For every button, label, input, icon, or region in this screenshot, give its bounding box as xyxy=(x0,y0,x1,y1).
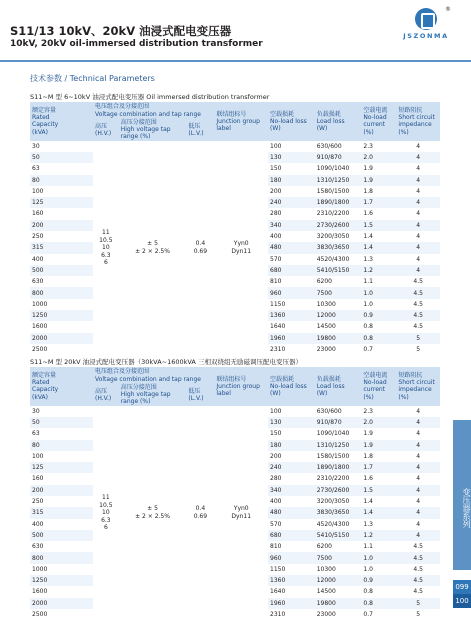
col-header-voltage-combination: 电压组合及分接范围 Voltage combination and tap range xyxy=(93,102,214,119)
cell-tap: ± 5 ± 2 × 2.5% xyxy=(119,406,187,621)
col-header-impedance: 短路阻抗 Short circuit impedance (%) xyxy=(396,102,440,141)
cell-capacity: 630 xyxy=(30,276,93,287)
cell-loadloss: 6200 xyxy=(315,541,362,552)
cell-loadloss: 910/870 xyxy=(315,152,362,163)
cell-capacity: 2500 xyxy=(30,344,93,355)
page-title-en: 10kV, 20kV oil-immersed distribution transformer xyxy=(10,39,263,49)
cell-capacity: 80 xyxy=(30,175,93,186)
cell-loadloss: 3200/3050 xyxy=(315,496,362,507)
cell-loadloss: 5410/5150 xyxy=(315,530,362,541)
cell-loadloss: 3830/3650 xyxy=(315,242,362,253)
col-header-noload: 空载损耗 No-load loss (W) xyxy=(268,367,315,406)
cell-noload: 1960 xyxy=(268,598,315,609)
cell-impedance: 5 xyxy=(396,609,440,620)
registered-mark: ® xyxy=(445,6,451,13)
cell-current: 0.9 xyxy=(361,575,396,586)
cell-loadloss: 12000 xyxy=(315,575,362,586)
page-numbers xyxy=(453,580,471,608)
cell-group: Yyn0 Dyn11 xyxy=(214,406,268,621)
cell-impedance: 4 xyxy=(396,473,440,484)
cell-noload: 280 xyxy=(268,208,315,219)
cell-noload: 1640 xyxy=(268,321,315,332)
cell-impedance: 4.5 xyxy=(396,575,440,586)
cell-current: 1.9 xyxy=(361,428,396,439)
cell-capacity: 50 xyxy=(30,152,93,163)
cell-impedance: 4 xyxy=(396,197,440,208)
col-header-hv: 高压 (H.V.) xyxy=(93,119,119,141)
cell-noload: 130 xyxy=(268,152,315,163)
cell-noload: 480 xyxy=(268,242,315,253)
cell-impedance: 4.5 xyxy=(396,310,440,321)
cell-capacity: 2000 xyxy=(30,598,93,609)
cell-noload: 570 xyxy=(268,254,315,265)
cell-noload: 1360 xyxy=(268,310,315,321)
cell-noload: 1960 xyxy=(268,333,315,344)
cell-capacity: 30 xyxy=(30,141,93,152)
cell-impedance: 4 xyxy=(396,231,440,242)
col-header-lv: 低压 (L.V.) xyxy=(186,384,214,406)
cell-loadloss: 5410/5150 xyxy=(315,265,362,276)
cell-capacity: 80 xyxy=(30,440,93,451)
col-header-impedance: 短路阻抗 Short circuit impedance (%) xyxy=(396,367,440,406)
parameters-table-1 xyxy=(30,102,440,355)
cell-current: 1.3 xyxy=(361,519,396,530)
cell-current: 0.8 xyxy=(361,321,396,332)
cell-current: 1.1 xyxy=(361,276,396,287)
cell-impedance: 5 xyxy=(396,598,440,609)
cell-impedance: 4 xyxy=(396,208,440,219)
cell-loadloss: 14500 xyxy=(315,586,362,597)
cell-loadloss: 1580/1500 xyxy=(315,451,362,462)
cell-impedance: 4.5 xyxy=(396,586,440,597)
col-header-capacity: 额定容量 Rated Capacity (kVA) xyxy=(30,102,93,141)
cell-noload: 240 xyxy=(268,197,315,208)
cell-current: 1.2 xyxy=(361,530,396,541)
cell-impedance: 4 xyxy=(396,254,440,265)
cell-noload: 570 xyxy=(268,519,315,530)
cell-loadloss: 1310/1250 xyxy=(315,175,362,186)
cell-loadloss: 630/600 xyxy=(315,406,362,417)
cell-noload: 340 xyxy=(268,485,315,496)
cell-tap: ± 5 ± 2 × 2.5% xyxy=(119,141,187,356)
cell-current: 1.7 xyxy=(361,462,396,473)
cell-current: 2.0 xyxy=(361,417,396,428)
cell-current: 1.0 xyxy=(361,552,396,563)
cell-noload: 1150 xyxy=(268,564,315,575)
cell-noload: 180 xyxy=(268,175,315,186)
cell-capacity: 500 xyxy=(30,530,93,541)
cell-capacity: 1250 xyxy=(30,310,93,321)
cell-capacity: 250 xyxy=(30,231,93,242)
cell-current: 0.8 xyxy=(361,586,396,597)
cell-lv: 0.4 0.69 xyxy=(186,141,214,356)
col-header-current: 空载电流 No-load current (%) xyxy=(361,367,396,406)
cell-current: 1.6 xyxy=(361,473,396,484)
cell-impedance: 4 xyxy=(396,163,440,174)
cell-noload: 240 xyxy=(268,462,315,473)
cell-current: 1.5 xyxy=(361,485,396,496)
cell-capacity: 200 xyxy=(30,485,93,496)
cell-current: 1.2 xyxy=(361,265,396,276)
page-title-cn: S11/13 10kV、20kV 油浸式配电变压器 xyxy=(10,24,232,38)
cell-capacity: 1000 xyxy=(30,299,93,310)
cell-current: 1.7 xyxy=(361,197,396,208)
cell-noload: 810 xyxy=(268,276,315,287)
cell-noload: 150 xyxy=(268,428,315,439)
cell-loadloss: 2730/2600 xyxy=(315,485,362,496)
cell-current: 2.3 xyxy=(361,141,396,152)
cell-loadloss: 7500 xyxy=(315,287,362,298)
page-number-left: 099 xyxy=(455,583,469,591)
cell-noload: 2310 xyxy=(268,609,315,620)
cell-impedance: 4.5 xyxy=(396,552,440,563)
cell-current: 0.8 xyxy=(361,598,396,609)
cell-noload: 200 xyxy=(268,186,315,197)
cell-impedance: 4 xyxy=(396,406,440,417)
cell-noload: 200 xyxy=(268,451,315,462)
cell-impedance: 4 xyxy=(396,152,440,163)
cell-noload: 180 xyxy=(268,440,315,451)
cell-capacity: 125 xyxy=(30,462,93,473)
cell-impedance: 4.5 xyxy=(396,564,440,575)
cell-impedance: 4 xyxy=(396,242,440,253)
cell-loadloss: 4520/4300 xyxy=(315,254,362,265)
cell-loadloss: 19800 xyxy=(315,333,362,344)
cell-loadloss: 1310/1250 xyxy=(315,440,362,451)
table-row xyxy=(30,141,440,152)
cell-capacity: 1250 xyxy=(30,575,93,586)
col-header-lv: 低压 (L.V.) xyxy=(186,119,214,141)
cell-impedance: 4.5 xyxy=(396,276,440,287)
cell-noload: 680 xyxy=(268,530,315,541)
col-header-noload: 空载损耗 No-load loss (W) xyxy=(268,102,315,141)
cell-capacity: 630 xyxy=(30,541,93,552)
cell-capacity: 2000 xyxy=(30,333,93,344)
cell-impedance: 4 xyxy=(396,451,440,462)
cell-loadloss: 1090/1040 xyxy=(315,163,362,174)
cell-current: 1.0 xyxy=(361,299,396,310)
cell-current: 1.8 xyxy=(361,451,396,462)
cell-impedance: 4 xyxy=(396,519,440,530)
col-header-capacity: 额定容量 Rated Capacity (kVA) xyxy=(30,367,93,406)
cell-noload: 150 xyxy=(268,163,315,174)
col-header-hv: 高压 (H.V.) xyxy=(93,384,119,406)
cell-impedance: 4 xyxy=(396,141,440,152)
cell-capacity: 30 xyxy=(30,406,93,417)
col-header-group: 联结组标号 Junction group label xyxy=(214,367,268,406)
cell-loadloss: 3830/3650 xyxy=(315,507,362,518)
cell-noload: 960 xyxy=(268,287,315,298)
cell-loadloss: 1580/1500 xyxy=(315,186,362,197)
cell-impedance: 4 xyxy=(396,175,440,186)
col-header-loadloss: 负载损耗 Load loss (W) xyxy=(315,367,362,406)
col-header-group: 联结组标号 Junction group label xyxy=(214,102,268,141)
cell-loadloss: 4520/4300 xyxy=(315,519,362,530)
cell-impedance: 4 xyxy=(396,428,440,439)
cell-loadloss: 10300 xyxy=(315,564,362,575)
cell-current: 0.7 xyxy=(361,344,396,355)
cell-lv: 0.4 0.69 xyxy=(186,406,214,621)
cell-loadloss: 12000 xyxy=(315,310,362,321)
cell-loadloss: 910/870 xyxy=(315,417,362,428)
cell-current: 1.0 xyxy=(361,564,396,575)
cell-loadloss: 2310/2200 xyxy=(315,208,362,219)
cell-impedance: 4.5 xyxy=(396,541,440,552)
cell-capacity: 500 xyxy=(30,265,93,276)
cell-impedance: 4 xyxy=(396,507,440,518)
cell-noload: 2310 xyxy=(268,344,315,355)
cell-group: Yyn0 Dyn11 xyxy=(214,141,268,356)
cell-hv: 11 10.5 10 6.3 6 xyxy=(93,406,119,621)
cell-capacity: 100 xyxy=(30,451,93,462)
cell-loadloss: 1890/1800 xyxy=(315,462,362,473)
cell-noload: 480 xyxy=(268,507,315,518)
cell-noload: 810 xyxy=(268,541,315,552)
cell-capacity: 2500 xyxy=(30,609,93,620)
cell-impedance: 4 xyxy=(396,417,440,428)
page-header xyxy=(10,24,263,50)
cell-noload: 400 xyxy=(268,496,315,507)
cell-impedance: 4 xyxy=(396,440,440,451)
col-header-tap: 高压分接范围 High voltage tap range (%) xyxy=(119,384,187,406)
cell-capacity: 800 xyxy=(30,287,93,298)
cell-noload: 100 xyxy=(268,406,315,417)
cell-noload: 100 xyxy=(268,141,315,152)
cell-impedance: 4 xyxy=(396,496,440,507)
cell-noload: 960 xyxy=(268,552,315,563)
cell-impedance: 5 xyxy=(396,344,440,355)
side-tab-transformer-series[interactable]: 变压器系列 xyxy=(453,420,471,570)
page-number-right: 100 xyxy=(453,594,471,608)
cell-current: 0.7 xyxy=(361,609,396,620)
cell-noload: 680 xyxy=(268,265,315,276)
cell-loadloss: 23000 xyxy=(315,609,362,620)
cell-current: 1.9 xyxy=(361,175,396,186)
cell-noload: 1150 xyxy=(268,299,315,310)
cell-capacity: 1600 xyxy=(30,321,93,332)
cell-capacity: 50 xyxy=(30,417,93,428)
cell-capacity: 800 xyxy=(30,552,93,563)
cell-capacity: 63 xyxy=(30,163,93,174)
cell-capacity: 400 xyxy=(30,519,93,530)
cell-current: 0.8 xyxy=(361,333,396,344)
cell-current: 1.5 xyxy=(361,220,396,231)
section-title: 技术参数 / Technical Parameters xyxy=(30,74,155,83)
cell-capacity: 250 xyxy=(30,496,93,507)
cell-current: 1.0 xyxy=(361,287,396,298)
logo-icon xyxy=(415,8,437,30)
cell-capacity: 100 xyxy=(30,186,93,197)
cell-loadloss: 19800 xyxy=(315,598,362,609)
cell-impedance: 4.5 xyxy=(396,299,440,310)
cell-loadloss: 7500 xyxy=(315,552,362,563)
cell-loadloss: 2730/2600 xyxy=(315,220,362,231)
cell-current: 1.3 xyxy=(361,254,396,265)
cell-impedance: 4 xyxy=(396,220,440,231)
brand-logo xyxy=(401,8,451,40)
cell-capacity: 125 xyxy=(30,197,93,208)
cell-impedance: 4.5 xyxy=(396,321,440,332)
parameters-table-2 xyxy=(30,367,440,620)
table1-title: S11~M 型 6~10kV 油浸式配电变压器 Oil immersed distribution transformer xyxy=(30,93,270,101)
header-divider xyxy=(0,60,471,62)
cell-impedance: 4 xyxy=(396,530,440,541)
cell-noload: 1640 xyxy=(268,586,315,597)
cell-loadloss: 1890/1800 xyxy=(315,197,362,208)
cell-capacity: 160 xyxy=(30,473,93,484)
col-header-voltage-combination: 电压组合及分接范围 Voltage combination and tap range xyxy=(93,367,214,384)
cell-current: 1.8 xyxy=(361,186,396,197)
cell-loadloss: 10300 xyxy=(315,299,362,310)
col-header-tap: 高压分接范围 High voltage tap range (%) xyxy=(119,119,187,141)
cell-current: 1.9 xyxy=(361,163,396,174)
cell-capacity: 315 xyxy=(30,242,93,253)
cell-noload: 280 xyxy=(268,473,315,484)
cell-impedance: 4.5 xyxy=(396,287,440,298)
cell-capacity: 1000 xyxy=(30,564,93,575)
cell-noload: 400 xyxy=(268,231,315,242)
cell-current: 1.4 xyxy=(361,231,396,242)
cell-current: 1.6 xyxy=(361,208,396,219)
cell-loadloss: 23000 xyxy=(315,344,362,355)
cell-current: 0.9 xyxy=(361,310,396,321)
col-header-loadloss: 负载损耗 Load loss (W) xyxy=(315,102,362,141)
col-header-current: 空载电流 No-load current (%) xyxy=(361,102,396,141)
cell-current: 2.3 xyxy=(361,406,396,417)
cell-impedance: 4 xyxy=(396,186,440,197)
table2-title: S11~M 型 20kV 油浸式配电变压器（30kVA~1600kVA 三相双绕组无励磁调压配电变压器） xyxy=(30,358,302,366)
cell-current: 1.4 xyxy=(361,496,396,507)
cell-noload: 130 xyxy=(268,417,315,428)
cell-current: 2.0 xyxy=(361,152,396,163)
cell-impedance: 4 xyxy=(396,462,440,473)
cell-impedance: 4 xyxy=(396,485,440,496)
cell-loadloss: 1090/1040 xyxy=(315,428,362,439)
cell-noload: 340 xyxy=(268,220,315,231)
cell-capacity: 63 xyxy=(30,428,93,439)
cell-capacity: 315 xyxy=(30,507,93,518)
cell-capacity: 400 xyxy=(30,254,93,265)
cell-current: 1.4 xyxy=(361,507,396,518)
cell-impedance: 5 xyxy=(396,333,440,344)
cell-loadloss: 3200/3050 xyxy=(315,231,362,242)
cell-capacity: 160 xyxy=(30,208,93,219)
cell-loadloss: 14500 xyxy=(315,321,362,332)
cell-loadloss: 6200 xyxy=(315,276,362,287)
cell-hv: 11 10.5 10 6.3 6 xyxy=(93,141,119,356)
cell-loadloss: 2310/2200 xyxy=(315,473,362,484)
logo-text: JSZONMA xyxy=(403,32,449,40)
cell-current: 1.1 xyxy=(361,541,396,552)
cell-loadloss: 630/600 xyxy=(315,141,362,152)
cell-noload: 1360 xyxy=(268,575,315,586)
table-row xyxy=(30,406,440,417)
cell-impedance: 4 xyxy=(396,265,440,276)
cell-current: 1.9 xyxy=(361,440,396,451)
cell-capacity: 200 xyxy=(30,220,93,231)
cell-current: 1.4 xyxy=(361,242,396,253)
cell-capacity: 1600 xyxy=(30,586,93,597)
